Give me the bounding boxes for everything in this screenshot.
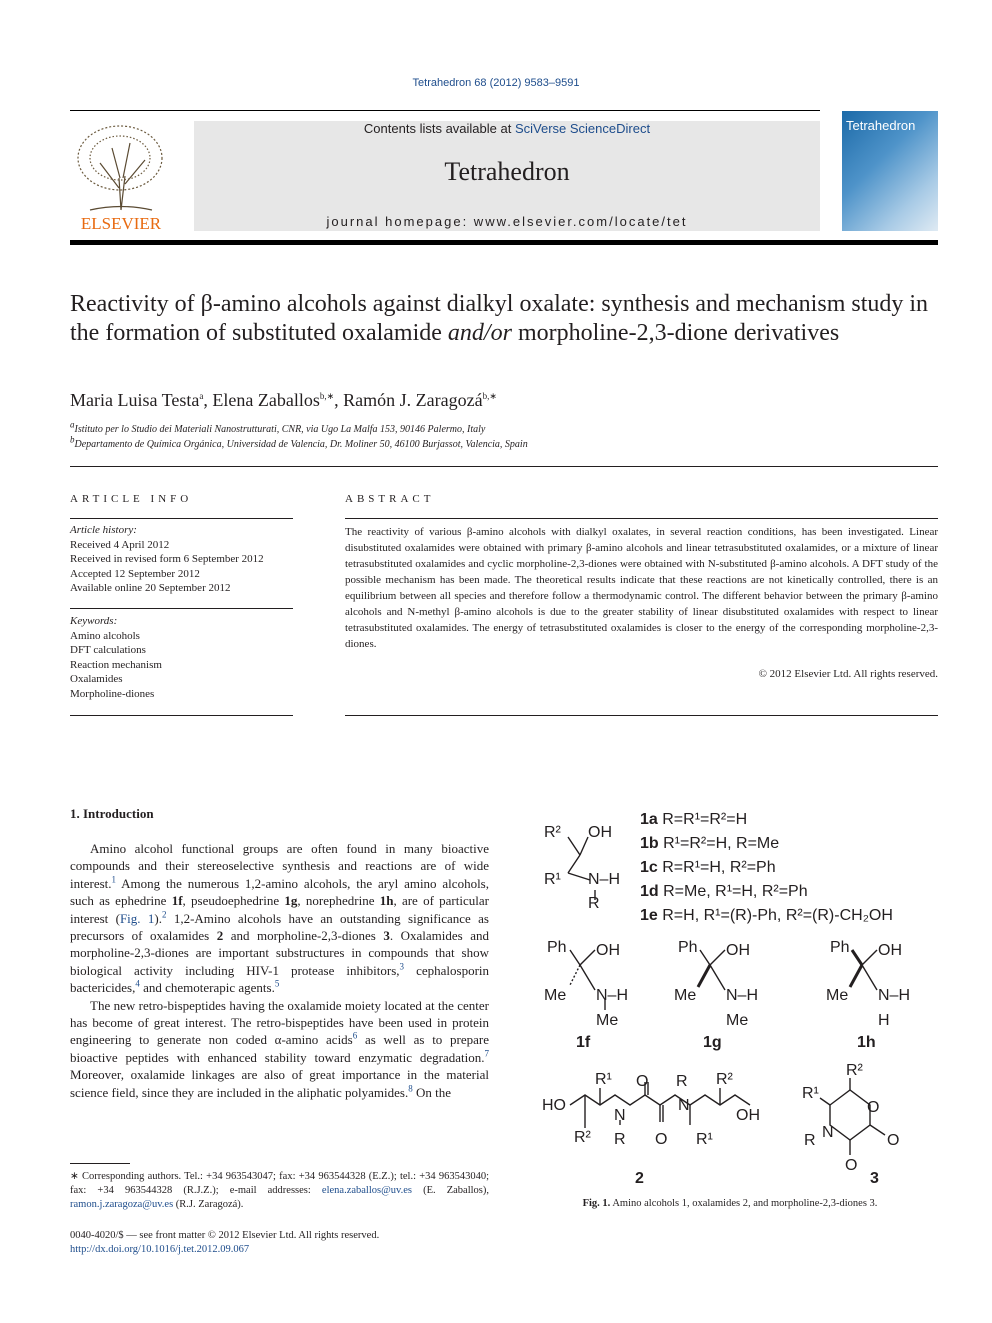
footnote-text: (E. Zaballos),	[411, 1185, 489, 1196]
author-list: Maria Luisa Testa$^a$, Elena Zaballos$^{b,∗}$, Ramón J. Zaragozá$^{b,∗}$	[70, 390, 497, 410]
legend-id: 1b	[640, 835, 659, 852]
figure-caption	[510, 1198, 950, 1209]
divider	[70, 608, 293, 609]
text-run: ).	[154, 910, 162, 926]
header-rule	[70, 110, 820, 111]
text-run: , norephedrine	[297, 893, 380, 909]
history-item: Received 4 April 2012	[70, 538, 170, 551]
journal-homepage[interactable]: journal homepage: www.elsevier.com/locate/tet	[326, 214, 688, 229]
ref-link[interactable]: 6	[352, 1031, 358, 1042]
text-run: The new retro-bispeptides having the oxalamide moiety located at the center has become of great interest. The retro-bispeptides have been used in protein engineering to generate non coded α-amino acids	[70, 997, 489, 1048]
keyword: Morpholine-diones	[70, 687, 155, 700]
front-matter	[70, 1229, 379, 1257]
text-run: Amino alcohol functional groups are often found in many bioactive compounds and their stereoselective synthesis and reactions are of wide interest.	[70, 841, 489, 891]
contents-prefix: Contents lists available at	[363, 121, 515, 136]
structure-1h	[850, 950, 877, 990]
text-run: and chemoterapic agents.	[139, 980, 275, 996]
atom-label: OH	[878, 942, 902, 959]
legend-def: R=R¹=H, R²=Ph	[662, 859, 776, 876]
compound-label: 1h	[857, 1034, 876, 1051]
ref-link[interactable]: 2	[161, 909, 167, 920]
divider	[345, 715, 938, 716]
structure-3	[820, 1078, 885, 1155]
footnote-text: ∗ Corresponding authors. Tel.: +34 963543047; fax: +34 963544328 (E.Z.); tel.: +34 963543040; fax: +34 963544328 (R.J.Z.); e-mail addresses:	[70, 1171, 489, 1196]
atom-label: R	[676, 1073, 688, 1090]
text-run: cephalosporin bactericides,	[70, 962, 490, 996]
header-thick-rule	[70, 240, 938, 245]
keyword: Oxalamides	[70, 673, 123, 685]
figure-link[interactable]: Fig. 1	[119, 910, 155, 926]
atom-label: OH	[596, 942, 620, 959]
legend-def: R=H, R¹=(R)-Ph, R²=(R)-CH₂OH	[662, 907, 893, 924]
affil-sup: b	[70, 434, 75, 445]
publisher-name: ELSEVIER	[80, 214, 162, 233]
legend-id: 1a	[640, 811, 658, 828]
atom-label: Me	[726, 1012, 749, 1029]
ref-link[interactable]: 3	[399, 961, 405, 972]
journal-name: Tetrahedron	[444, 157, 570, 186]
atom-label: Ph	[547, 939, 567, 956]
atom-label: N–H	[588, 871, 621, 888]
keywords	[70, 614, 293, 701]
author-name[interactable]: Maria Luisa Testa	[70, 390, 200, 410]
history-item: Accepted 12 September 2012	[70, 567, 200, 580]
journal-citation[interactable]: Tetrahedron 68 (2012) 9583–9591	[412, 77, 580, 89]
cover-title: Tetrahedron	[846, 118, 916, 133]
keyword: DFT calculations	[70, 644, 146, 656]
atom-label: R²	[544, 824, 561, 841]
compound-ref: 3	[383, 928, 390, 944]
atom-label: H	[878, 1012, 890, 1029]
intro-body	[70, 840, 489, 1101]
author-name[interactable]: Elena Zaballos	[212, 390, 320, 410]
compound-ref: 1g	[284, 893, 298, 909]
sciencedirect-link[interactable]: SciVerse ScienceDirect	[514, 121, 651, 136]
atom-label: OH	[588, 824, 612, 841]
atom-label: R¹	[595, 1071, 612, 1088]
atom-label: HO	[542, 1097, 566, 1114]
corresponding-footnote	[70, 1170, 489, 1212]
legend-def: R=R¹=R²=H	[662, 811, 748, 828]
history-label: Article history:	[70, 524, 137, 536]
legend-def: R¹=R²=H, R=Me	[663, 835, 780, 852]
atom-label: O	[867, 1099, 880, 1116]
compound-label: 1g	[703, 1034, 722, 1051]
divider	[70, 466, 938, 467]
svg-text:1e R=H, R¹=(R)-Ph, R²=(R)-CH₂O	[640, 907, 893, 924]
text-run: Moreover, oxalamide linkages are also of great importance in the material science field, since they are included in the aliphatic polyamides.	[70, 1067, 489, 1100]
history-item: Available online 20 September 2012	[70, 582, 231, 594]
atom-label: R	[614, 1131, 626, 1148]
figure-1	[500, 800, 950, 1192]
email-link[interactable]: elena.zaballos@uv.es	[321, 1185, 412, 1196]
atom-label: N–H	[596, 987, 629, 1004]
compound-label: 3	[870, 1170, 879, 1187]
atom-label: R	[588, 895, 600, 912]
abstract-copyright: © 2012 Elsevier Ltd. All rights reserved.	[758, 668, 938, 680]
divider	[70, 518, 293, 519]
footnote-rule	[70, 1163, 130, 1164]
tree-icon	[78, 126, 162, 210]
atom-label: OH	[726, 942, 750, 959]
ref-link[interactable]: 1	[111, 874, 117, 885]
author-affil-sup: b,∗	[319, 391, 335, 401]
text-run: . Oxalamides and morpholine-2,3-diones are important substructures in compounds that show biological activity including HIV-1 protease inhibitors,	[70, 928, 489, 978]
atom-label: O	[845, 1157, 858, 1174]
compound-label: 2	[635, 1170, 644, 1187]
atom-label: R	[804, 1132, 816, 1149]
article-title: Reactivity of β-amino alcohols against dialkyl oxalate: synthesis and mechanism study in the formation of substituted oxalamide and/or morpholine-2,3-dione derivatives	[70, 291, 929, 346]
author-affil-sup: b,∗	[482, 391, 497, 401]
atom-label: O	[636, 1073, 649, 1090]
ref-link[interactable]: 4	[135, 978, 140, 989]
author-name[interactable]: Ramón J. Zaragozá	[343, 390, 483, 410]
text-run: Among the numerous 1,2-amino alcohols, the aryl amino alcohols, such as ephedrine	[70, 875, 489, 909]
structure-1g	[698, 950, 725, 990]
article-history	[70, 523, 293, 596]
abstract-text: The reactivity of various β-amino alcohols with dialkyl oxalates, in several reaction conditions, has been investigated. Linear disubstituted oxalamides were obtained with primary β-amino alcohols and linear tetrasubstituted oxalamides, or a mixture of linear tetrasubstituted oxalamides and cyclic morpholine-2,3-diones were obtained with N-substituted β-amino alcohols. A DFT study of the possible mechanism has been made. The theoretical results indicate that these reactions are not kinetically controlled, there is an equilibrium between all species and therefore follow a thermodynamic control. The different behavior between the primary β-amino alcohols and N-methyl β-amino alcohols is due to the greater stability of linear disubstituted oxalamides with respect to linear tetrasubstituted oxalamides. The energy of tetrasubstituted oxalamides is closer to the energy of the corresponding morpholine-2,3-diones.	[345, 526, 938, 650]
atom-label: R¹	[544, 871, 561, 888]
abstract-heading: ABSTRACT	[345, 493, 435, 505]
divider	[70, 715, 293, 716]
text-run: , are of particular interest (	[70, 893, 489, 926]
keywords-label: Keywords:	[70, 615, 118, 627]
legend-id: 1c	[640, 859, 658, 876]
svg-text:1c R=R¹=H, R²=Ph	[640, 859, 776, 876]
intro-heading: 1. Introduction	[70, 806, 154, 821]
email-link[interactable]: ramon.j.zaragoza@uv.es	[70, 1199, 174, 1210]
issn-line: 0040-4020/$ — see front matter © 2012 Elsevier Ltd. All rights reserved.	[70, 1230, 380, 1241]
text-run: and morpholine-2,3-diones	[223, 928, 384, 944]
doi-link[interactable]: http://dx.doi.org/10.1016/j.tet.2012.09.067	[70, 1244, 250, 1255]
elsevier-logo	[70, 118, 172, 233]
keyword: Amino alcohols	[70, 629, 140, 642]
compound-ref: 1h	[379, 893, 394, 909]
legend-id: 1d	[640, 883, 659, 900]
text-run: , pseudoephedrine	[182, 893, 285, 909]
structure-1	[568, 837, 595, 900]
atom-label: N	[614, 1107, 626, 1124]
atom-label: OH	[736, 1107, 760, 1124]
ref-link[interactable]: 5	[274, 978, 280, 989]
compound-legend	[640, 811, 893, 924]
legend-def: R=Me, R¹=H, R²=Ph	[663, 883, 808, 900]
compound-ref: 2	[216, 928, 224, 944]
affil-sup: a	[70, 419, 75, 430]
caption-text: Amino alcohols 1, oxalamides 2, and morpholine-2,3-diones 3.	[610, 1198, 878, 1209]
atom-label: N–H	[726, 987, 759, 1004]
atom-label: O	[887, 1132, 900, 1149]
affiliation	[70, 434, 528, 450]
affil-text: Istituto per lo Studio dei Materiali Nanostrutturati, CNR, via Ugo La Malfa 153, 90146 Palermo, Italy	[74, 424, 486, 435]
affil-text: Departamento de Química Orgánica, Universidad de Valencia, Dr. Moliner 50, 46100 Burjassot, Valencia, Spain	[74, 439, 528, 450]
text-run: On the	[412, 1084, 452, 1100]
atom-label: R²	[716, 1071, 733, 1088]
article-info-heading: ARTICLE INFO	[70, 493, 193, 505]
intro-paragraph	[70, 997, 489, 1101]
text-run: 1,2-Amino alcohols have an outstanding significance as precursors of oxalamides	[70, 910, 489, 944]
ref-link[interactable]: 8	[408, 1083, 413, 1094]
contents-line	[194, 121, 820, 136]
atom-label: R²	[846, 1062, 863, 1079]
compound-label: 1f	[576, 1034, 591, 1051]
structure-2	[570, 1082, 750, 1128]
atom-label: Me	[544, 987, 567, 1004]
atom-label: Ph	[830, 939, 850, 956]
atom-label: Me	[674, 987, 697, 1004]
atom-label: Me	[596, 1012, 619, 1029]
compound-ref: 1f	[171, 893, 183, 909]
footnote-text: (R.J. Zaragozá).	[173, 1199, 244, 1210]
atom-label: R²	[574, 1129, 591, 1146]
atom-label: N	[822, 1124, 834, 1141]
divider	[345, 518, 938, 519]
legend-id: 1e	[640, 907, 658, 924]
ref-link[interactable]: 7	[484, 1048, 489, 1059]
intro-paragraph	[70, 840, 489, 997]
svg-text:1a R=R¹=R²=H	[640, 811, 747, 828]
author-affil-sup: a	[199, 391, 204, 401]
svg-text:1b R¹=R²=H, R=Me	[640, 835, 779, 852]
atom-label: R¹	[696, 1131, 713, 1148]
affiliation	[70, 419, 486, 435]
text-run: as well as to prepare bioactive peptides with enhanced stability toward enzymatic degradation.	[70, 1032, 489, 1065]
atom-label: Ph	[678, 939, 698, 956]
atom-label: Me	[826, 987, 849, 1004]
svg-text:1d R=Me, R¹=H, R²=Ph	[640, 883, 808, 900]
atom-label: R¹	[802, 1085, 819, 1102]
atom-label: N	[678, 1097, 690, 1114]
caption-label: Fig. 1.	[582, 1198, 611, 1209]
history-item: Received in revised form 6 September 2012	[70, 553, 264, 565]
atom-label: N–H	[878, 987, 911, 1004]
keyword: Reaction mechanism	[70, 658, 162, 671]
atom-label: O	[655, 1131, 668, 1148]
